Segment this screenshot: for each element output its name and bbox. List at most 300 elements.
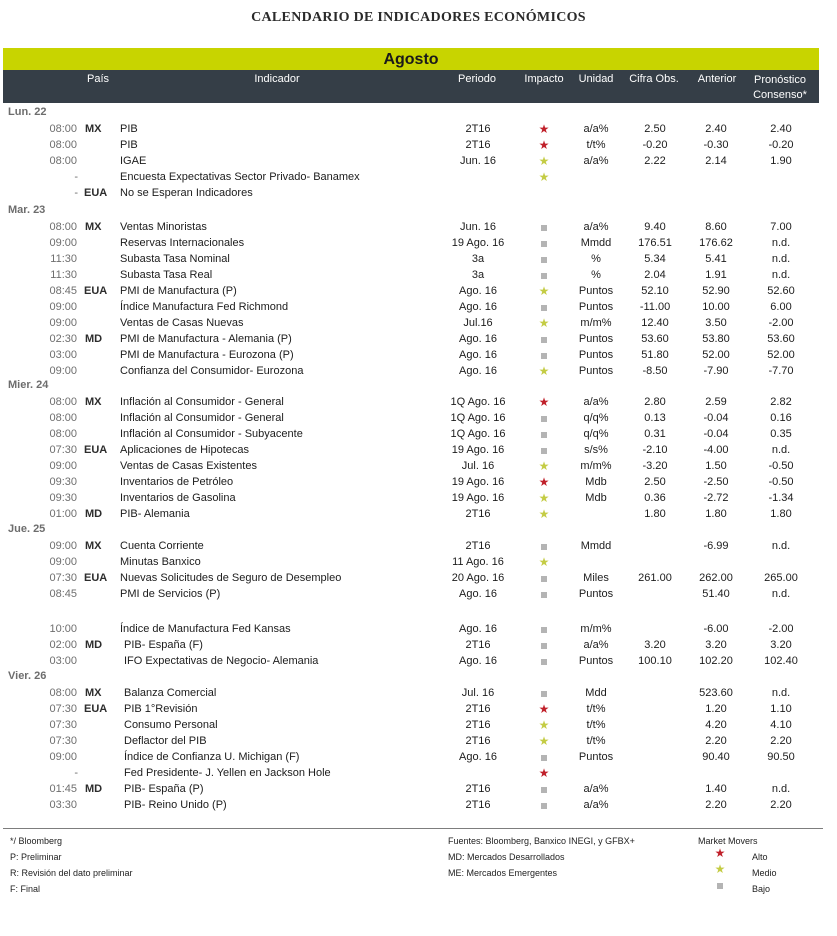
cell-time: 07:30 — [49, 444, 77, 456]
cell-prev: 8.60 — [705, 221, 727, 233]
cell-unit: m/m% — [580, 317, 612, 329]
cell-country: EUA — [84, 444, 108, 456]
cell-obs: 176.51 — [638, 237, 672, 249]
impact-bajo-icon — [541, 539, 547, 553]
cell-prev: -4.00 — [703, 444, 729, 456]
cell-forecast: 265.00 — [764, 572, 798, 584]
impact-medio-icon: ★ — [538, 718, 550, 732]
impact-bajo-icon — [541, 236, 547, 250]
cell-country: MX — [85, 687, 102, 699]
page-title: CALENDARIO DE INDICADORES ECONÓMICOS — [251, 10, 586, 25]
cell-period: 19 Ago. 16 — [451, 476, 505, 488]
cell-indicator: Ventas de Casas Nuevas — [120, 317, 244, 329]
cell-period: 2T16 — [465, 123, 491, 135]
cell-indicator: Aplicaciones de Hipotecas — [120, 444, 250, 456]
cell-prev: 51.40 — [702, 588, 730, 600]
cell-time: - — [74, 767, 78, 779]
impact-bajo-icon — [541, 686, 547, 700]
cell-country: EUA — [84, 703, 108, 715]
cell-time: 02:00 — [49, 639, 77, 651]
cell-indicator: No se Esperan Indicadores — [120, 187, 253, 199]
cell-country: MX — [85, 123, 102, 135]
cell-time: 08:00 — [49, 155, 77, 167]
footer-note: R: Revisión del dato preliminar — [10, 868, 133, 878]
day-label: Mar. 23 — [8, 204, 46, 216]
cell-obs: -2.10 — [642, 444, 668, 456]
cell-unit: Miles — [583, 572, 609, 584]
impact-bajo-icon — [541, 782, 547, 796]
cell-time: 08:00 — [49, 412, 77, 424]
cell-indicator: Subasta Tasa Nominal — [120, 253, 230, 265]
impact-medio-icon: ★ — [538, 734, 550, 748]
cell-indicator: IFO Expectativas de Negocio- Alemania — [124, 655, 319, 667]
cell-period: 2T16 — [465, 639, 491, 651]
cell-time: 07:30 — [49, 703, 77, 715]
impact-bajo-icon — [541, 798, 547, 812]
cell-prev: 53.80 — [702, 333, 730, 345]
cell-prev: 2.14 — [705, 155, 727, 167]
cell-prev: 2.20 — [705, 799, 727, 811]
cell-unit: a/a% — [583, 783, 609, 795]
cell-forecast: 6.00 — [770, 301, 792, 313]
cell-country: MD — [85, 508, 103, 520]
cell-country: MD — [85, 783, 103, 795]
cell-prev: -0.04 — [703, 428, 729, 440]
cell-time: 01:45 — [49, 783, 77, 795]
cell-forecast: 2.20 — [770, 735, 792, 747]
cell-period: Jul. 16 — [461, 687, 495, 699]
cell-period: 2T16 — [465, 540, 491, 552]
day-label: Vier. 26 — [8, 670, 47, 682]
cell-country: MX — [85, 396, 102, 408]
cell-unit: a/a% — [583, 221, 609, 233]
cell-prev: 2.59 — [705, 396, 727, 408]
cell-obs: 100.10 — [638, 655, 672, 667]
cell-indicator: Confianza del Consumidor- Eurozona — [120, 365, 304, 377]
cell-time: 08:00 — [49, 687, 77, 699]
cell-period: Jun. 16 — [459, 221, 497, 233]
cell-time: 11:30 — [50, 269, 77, 281]
cell-indicator: PIB- España (F) — [124, 639, 203, 651]
cell-obs: 2.50 — [644, 123, 666, 135]
cell-prev: -0.30 — [703, 139, 729, 151]
cell-prev: -7.90 — [703, 365, 729, 377]
cell-unit: m/m% — [580, 623, 612, 635]
cell-indicator: Deflactor del PIB — [124, 735, 207, 747]
cell-unit: % — [591, 253, 601, 265]
cell-indicator: Encuesta Expectativas Sector Privado- Banamex — [120, 171, 360, 183]
header-pronostico-line2: Consenso* — [753, 89, 807, 101]
cell-unit: t/t% — [586, 139, 606, 151]
cell-obs: 0.31 — [644, 428, 666, 440]
cell-forecast: 2.40 — [770, 123, 792, 135]
header-cifra-obs: Cifra Obs. — [629, 73, 679, 85]
impact-alto-icon: ★ — [538, 395, 550, 409]
cell-indicator: PMI de Manufactura (P) — [120, 285, 237, 297]
cell-period: Jun. 16 — [459, 155, 497, 167]
cell-obs: 12.40 — [641, 317, 669, 329]
cell-indicator: Reservas Internacionales — [120, 237, 245, 249]
cell-time: 09:00 — [49, 237, 77, 249]
cell-indicator: Inflación al Consumidor - General — [120, 412, 284, 424]
cell-period: Jul.16 — [463, 317, 493, 329]
cell-time: 09:30 — [49, 492, 77, 504]
impact-alto-icon: ★ — [538, 702, 550, 716]
cell-forecast: 4.10 — [770, 719, 792, 731]
cell-prev: 3.20 — [705, 639, 727, 651]
impact-bajo-icon — [541, 300, 547, 314]
cell-obs: 53.60 — [641, 333, 669, 345]
impact-bajo-icon — [541, 587, 547, 601]
cell-prev: 3.50 — [705, 317, 727, 329]
day-label: Jue. 25 — [8, 523, 46, 535]
cell-forecast: 53.60 — [767, 333, 795, 345]
cell-unit: a/a% — [583, 155, 609, 167]
cell-prev: 52.90 — [702, 285, 730, 297]
cell-time: - — [74, 187, 78, 199]
cell-forecast: 1.10 — [770, 703, 792, 715]
cell-obs: 2.50 — [644, 476, 666, 488]
cell-forecast: n.d. — [771, 444, 791, 456]
footer-note: */ Bloomberg — [10, 836, 63, 846]
impact-bajo-icon — [541, 622, 547, 636]
cell-prev: 5.41 — [705, 253, 727, 265]
cell-prev: 1.91 — [705, 269, 727, 281]
cell-indicator: Cuenta Corriente — [120, 540, 204, 552]
cell-period: Ago. 16 — [459, 349, 497, 361]
footer-divider — [3, 828, 823, 829]
cell-period: 19 Ago. 16 — [451, 492, 505, 504]
cell-forecast: -2.00 — [768, 623, 794, 635]
cell-indicator: PIB- Alemania — [120, 508, 190, 520]
cell-indicator: PMI de Servicios (P) — [120, 588, 221, 600]
cell-time: 08:45 — [49, 285, 77, 297]
cell-prev: -6.99 — [703, 540, 729, 552]
cell-period: 1Q Ago. 16 — [450, 412, 506, 424]
cell-country: MD — [85, 639, 103, 651]
cell-prev: 10.00 — [702, 301, 730, 313]
cell-prev: 102.20 — [699, 655, 733, 667]
cell-prev: 1.50 — [705, 460, 727, 472]
cell-time: 11:30 — [50, 253, 77, 265]
impact-bajo-icon — [541, 638, 547, 652]
cell-unit: Mdb — [585, 476, 607, 488]
cell-indicator: Ventas Minoristas — [120, 221, 207, 233]
footer-note: F: Final — [10, 884, 41, 894]
cell-forecast: 2.20 — [770, 799, 792, 811]
cell-country: EUA — [84, 187, 108, 199]
cell-obs: -11.00 — [639, 301, 671, 313]
day-label: Lun. 22 — [8, 106, 47, 118]
market-movers-title: Market Movers — [698, 836, 758, 846]
cell-forecast: 52.60 — [767, 285, 795, 297]
cell-indicator: Consumo Personal — [124, 719, 218, 731]
impact-bajo-icon — [541, 750, 547, 764]
impact-medio-icon: ★ — [538, 507, 550, 521]
cell-obs: 5.34 — [644, 253, 666, 265]
cell-obs: -3.20 — [642, 460, 668, 472]
cell-time: 02:30 — [49, 333, 77, 345]
cell-period: Ago. 16 — [459, 333, 497, 345]
legend-medio-label: Medio — [752, 868, 777, 878]
footer-note: P: Preliminar — [10, 852, 62, 862]
cell-forecast: 0.16 — [770, 412, 792, 424]
cell-period: Ago. 16 — [459, 751, 497, 763]
cell-unit: a/a% — [583, 799, 609, 811]
table-header — [3, 70, 819, 103]
cell-indicator: PIB- Reino Unido (P) — [124, 799, 227, 811]
footer-me: ME: Mercados Emergentes — [448, 868, 558, 878]
cell-forecast: -1.34 — [768, 492, 794, 504]
cell-indicator: Índice de Manufactura Fed Kansas — [120, 623, 291, 635]
cell-prev: 4.20 — [705, 719, 727, 731]
cell-time: 09:00 — [49, 317, 77, 329]
cell-period: 2T16 — [465, 703, 491, 715]
cell-obs: 1.80 — [644, 508, 666, 520]
cell-forecast: 0.35 — [770, 428, 792, 440]
cell-forecast: 1.90 — [770, 155, 792, 167]
impact-bajo-icon — [541, 654, 547, 668]
cell-period: 2T16 — [465, 719, 491, 731]
cell-unit: % — [591, 269, 601, 281]
header-pais: País — [86, 73, 110, 85]
cell-country: EUA — [84, 572, 108, 584]
cell-period: 1Q Ago. 16 — [450, 428, 506, 440]
impact-bajo-icon — [541, 411, 547, 425]
cell-period: 2T16 — [465, 783, 491, 795]
cell-prev: 262.00 — [699, 572, 733, 584]
cell-obs: 9.40 — [644, 221, 666, 233]
cell-indicator: Balanza Comercial — [124, 687, 217, 699]
impact-bajo-icon — [541, 427, 547, 441]
cell-country: MX — [85, 221, 102, 233]
cell-time: 09:00 — [49, 301, 77, 313]
cell-indicator: Inventarios de Petróleo — [120, 476, 234, 488]
cell-unit: Puntos — [578, 285, 614, 297]
impact-medio-icon: ★ — [538, 364, 550, 378]
cell-period: Ago. 16 — [459, 285, 497, 297]
cell-period: 2T16 — [465, 735, 491, 747]
cell-forecast: n.d. — [771, 237, 791, 249]
cell-unit: Puntos — [578, 333, 614, 345]
cell-obs: 2.22 — [644, 155, 666, 167]
cell-time: 03:30 — [49, 799, 77, 811]
impact-alto-icon: ★ — [538, 138, 550, 152]
cell-forecast: n.d. — [771, 253, 791, 265]
cell-time: 10:00 — [49, 623, 77, 635]
cell-time: 01:00 — [49, 508, 77, 520]
cell-indicator: PMI de Manufactura - Alemania (P) — [120, 333, 292, 345]
cell-period: 19 Ago. 16 — [451, 444, 505, 456]
impact-medio-icon: ★ — [538, 555, 550, 569]
cell-unit: m/m% — [580, 460, 612, 472]
cell-prev: -6.00 — [703, 623, 729, 635]
cell-indicator: PIB — [120, 123, 138, 135]
cell-period: 19 Ago. 16 — [451, 237, 505, 249]
legend-bajo-label: Bajo — [752, 884, 771, 894]
cell-obs: 0.36 — [644, 492, 666, 504]
cell-unit: Puntos — [578, 751, 614, 763]
header-periodo: Periodo — [458, 73, 496, 85]
cell-time: 09:00 — [49, 460, 77, 472]
cell-country: EUA — [84, 285, 108, 297]
cell-unit: a/a% — [583, 639, 609, 651]
cell-time: 07:30 — [49, 735, 77, 747]
cell-obs: 261.00 — [638, 572, 672, 584]
cell-forecast: -0.20 — [768, 139, 794, 151]
cell-prev: 1.40 — [705, 783, 727, 795]
header-impacto: Impacto — [524, 73, 564, 85]
legend-bajo-icon — [717, 878, 723, 892]
cell-forecast: -7.70 — [768, 365, 794, 377]
cell-prev: 176.62 — [699, 237, 733, 249]
cell-indicator: Índice de Confianza U. Michigan (F) — [124, 751, 300, 763]
cell-obs: 52.10 — [641, 285, 669, 297]
cell-unit: Puntos — [578, 588, 614, 600]
cell-indicator: Minutas Banxico — [120, 556, 201, 568]
cell-unit: Puntos — [578, 301, 614, 313]
cell-time: 07:30 — [49, 572, 77, 584]
cell-period: 11 Ago. 16 — [452, 556, 504, 568]
impact-bajo-icon — [541, 252, 547, 266]
header-pronostico-line1: Pronóstico — [754, 74, 806, 86]
cell-prev: 1.20 — [705, 703, 727, 715]
cell-forecast: n.d. — [771, 687, 791, 699]
cell-time: 09:00 — [49, 365, 77, 377]
cell-period: Ago. 16 — [459, 365, 497, 377]
month-banner: Agosto — [3, 48, 819, 70]
cell-time: 08:00 — [49, 428, 77, 440]
cell-indicator: PIB 1°Revisión — [124, 703, 198, 715]
header-unidad: Unidad — [578, 73, 614, 85]
cell-indicator: Inflación al Consumidor - General — [120, 396, 284, 408]
cell-prev: -2.72 — [703, 492, 729, 504]
cell-period: 1Q Ago. 16 — [450, 396, 506, 408]
cell-forecast: 7.00 — [770, 221, 792, 233]
cell-forecast: 1.80 — [770, 508, 792, 520]
impact-medio-icon: ★ — [538, 154, 550, 168]
cell-forecast: -2.00 — [768, 317, 794, 329]
cell-period: 3a — [471, 269, 485, 281]
impact-bajo-icon — [541, 220, 547, 234]
impact-bajo-icon — [541, 332, 547, 346]
cell-indicator: PMI de Manufactura - Eurozona (P) — [120, 349, 294, 361]
cell-obs: 2.80 — [644, 396, 666, 408]
cell-prev: -0.04 — [703, 412, 729, 424]
cell-prev: 1.80 — [705, 508, 727, 520]
header-pronostico — [753, 73, 807, 103]
cell-indicator: Ventas de Casas Existentes — [120, 460, 257, 472]
cell-obs: 51.80 — [641, 349, 669, 361]
cell-unit: Mdb — [585, 492, 607, 504]
cell-obs: 3.20 — [644, 639, 666, 651]
cell-unit: Puntos — [578, 349, 614, 361]
cell-forecast: n.d. — [771, 783, 791, 795]
cell-period: 20 Ago. 16 — [451, 572, 505, 584]
day-label: Mier. 24 — [8, 379, 49, 391]
impact-bajo-icon — [541, 443, 547, 457]
cell-period: Ago. 16 — [459, 655, 497, 667]
cell-prev: 523.60 — [699, 687, 733, 699]
cell-prev: -2.50 — [703, 476, 729, 488]
cell-time: 03:00 — [49, 349, 77, 361]
cell-unit: t/t% — [586, 703, 606, 715]
cell-country: MX — [85, 540, 102, 552]
cell-time: - — [74, 171, 78, 183]
cell-time: 03:00 — [49, 655, 77, 667]
cell-obs: 2.04 — [644, 269, 666, 281]
cell-prev: 90.40 — [702, 751, 730, 763]
cell-unit: Mmdd — [580, 237, 612, 249]
cell-period: 2T16 — [465, 508, 491, 520]
legend-alto-label: Alto — [752, 852, 768, 862]
cell-unit: q/q% — [583, 428, 609, 440]
header-indicador: Indicador — [254, 73, 300, 85]
cell-indicator: PIB- España (P) — [124, 783, 204, 795]
impact-bajo-icon — [541, 348, 547, 362]
cell-indicator: Inflación al Consumidor - Subyacente — [120, 428, 303, 440]
cell-indicator: Subasta Tasa Real — [120, 269, 213, 281]
cell-forecast: n.d. — [771, 540, 791, 552]
cell-unit: a/a% — [583, 396, 609, 408]
cell-period: 2T16 — [465, 139, 491, 151]
legend-medio-icon: ★ — [714, 862, 726, 876]
cell-time: 08:45 — [49, 588, 77, 600]
cell-period: 3a — [471, 253, 485, 265]
cell-period: Ago. 16 — [459, 301, 497, 313]
cell-unit: t/t% — [586, 719, 606, 731]
cell-period: Ago. 16 — [459, 623, 497, 635]
impact-medio-icon: ★ — [538, 316, 550, 330]
cell-unit: Puntos — [578, 365, 614, 377]
cell-time: 09:00 — [49, 556, 77, 568]
footer-md: MD: Mercados Desarrollados — [448, 852, 565, 862]
cell-unit: a/a% — [583, 123, 609, 135]
cell-indicator: Inventarios de Gasolina — [120, 492, 236, 504]
cell-prev: 2.40 — [705, 123, 727, 135]
cell-forecast: -0.50 — [768, 460, 794, 472]
cell-unit: Mmdd — [580, 540, 612, 552]
cell-unit: t/t% — [586, 735, 606, 747]
cell-unit: q/q% — [583, 412, 609, 424]
impact-medio-icon: ★ — [538, 170, 550, 184]
cell-forecast: 90.50 — [767, 751, 795, 763]
header-anterior: Anterior — [697, 73, 737, 85]
cell-time: 09:00 — [49, 751, 77, 763]
cell-unit: Puntos — [578, 655, 614, 667]
cell-indicator: Índice Manufactura Fed Richmond — [120, 301, 289, 313]
cell-indicator: PIB — [120, 139, 138, 151]
cell-forecast: 2.82 — [770, 396, 792, 408]
impact-alto-icon: ★ — [538, 475, 550, 489]
impact-medio-icon: ★ — [538, 459, 550, 473]
cell-prev: 2.20 — [705, 735, 727, 747]
impact-bajo-icon — [541, 268, 547, 282]
cell-forecast: -0.50 — [768, 476, 794, 488]
cell-time: 09:30 — [49, 476, 77, 488]
cell-indicator: IGAE — [120, 155, 147, 167]
cell-period: Ago. 16 — [459, 588, 497, 600]
cell-forecast: n.d. — [771, 269, 791, 281]
cell-period: 2T16 — [465, 799, 491, 811]
cell-country: MD — [85, 333, 103, 345]
cell-prev: 52.00 — [702, 349, 730, 361]
cell-obs: -0.20 — [642, 139, 668, 151]
cell-time: 08:00 — [49, 396, 77, 408]
footer-sources: Fuentes: Bloomberg, Banxico INEGI, y GFBX+ — [448, 836, 635, 846]
cell-obs: -8.50 — [642, 365, 668, 377]
cell-indicator: Fed Presidente- J. Yellen en Jackson Hole — [124, 767, 331, 779]
